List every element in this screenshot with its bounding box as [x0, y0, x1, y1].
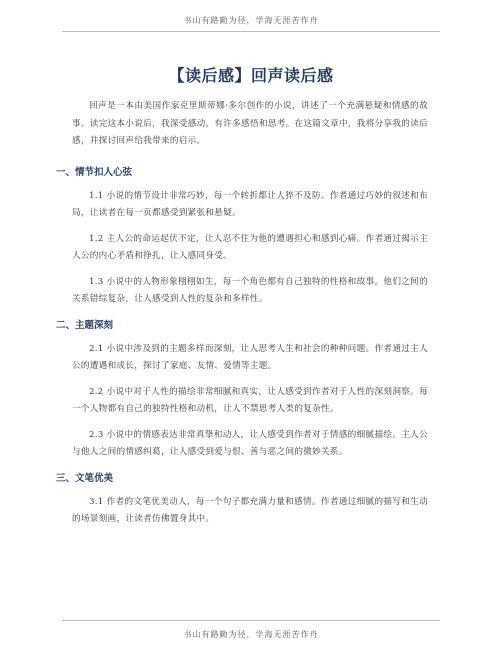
section-heading-2: 二、主题深刻 — [56, 319, 114, 331]
paragraph-2-3: 2.3 小说中的情感表达非常真挚和动人，让人感受到作者对于情感的细腻描绘。主人公与他人之间的情感纠葛，让人感受到爱与恨、善与恶之间的微妙关系。 — [72, 429, 428, 457]
footer-divider — [62, 620, 440, 621]
section-heading-3: 三、文笔优美 — [56, 472, 114, 484]
intro-paragraph: 回声是一本由美国作家克里斯蒂娜·多尔创作的小说，讲述了一个充满悬疑和情感的故事。读完这本小说后，我深受感动，有许多感悟和思考。在这篇文章中，我将分享我的读后感，并探讨回声给我带来的启示。 — [72, 101, 428, 146]
document-body — [56, 98, 428, 537]
page-footer: 书山有路勤为径，学海无涯苦作舟 — [183, 630, 319, 639]
paragraph-1-3: 1.3 小说中的人物形象栩栩如生，每一个角色都有自己独特的性格和故事。他们之间的关系错综复杂，让人感受到人性的复杂和多样性。 — [72, 276, 428, 304]
paragraph-2-2: 2.2 小说中对于人性的描绘非常细腻和真实，让人感受到作者对于人性的深刻洞察。每一个人物都有自己的独特性格和动机，让人不禁思考人类的复杂性。 — [72, 386, 428, 414]
paragraph-3-1: 3.1 作者的文笔优美动人，每一个句子都充满力量和感情。作者通过细腻的描写和生动的场景刻画，让读者仿佛置身其中。 — [72, 496, 428, 524]
section-heading-1: 一、情节扣人心弦 — [56, 166, 133, 178]
paragraph-1-2: 1.2 主人公的命运起伏不定，让人忍不住为他的遭遇担心和感到心痛。作者通过揭示主人公的内心矛盾和挣扎，让人感同身受。 — [72, 233, 428, 261]
page-header: 书山有路勤为径，学海无涯苦作舟 — [183, 16, 319, 25]
paragraph-2-1: 2.1 小说中涉及到的主题多样而深刻，让人思考人生和社会的种种问题。作者通过主人公的遭遇和成长，探讨了家庭、友情、爱情等主题。 — [72, 343, 428, 371]
paragraph-1-1: 1.1 小说的情节设计非常巧妙，每一个转折都让人猝不及防。作者通过巧妙的叙述和布局，让读者在每一页都感受到紧张和悬疑。 — [72, 190, 428, 218]
document-title: 【读后感】回声读后感 — [168, 66, 334, 85]
header-divider — [62, 31, 440, 32]
